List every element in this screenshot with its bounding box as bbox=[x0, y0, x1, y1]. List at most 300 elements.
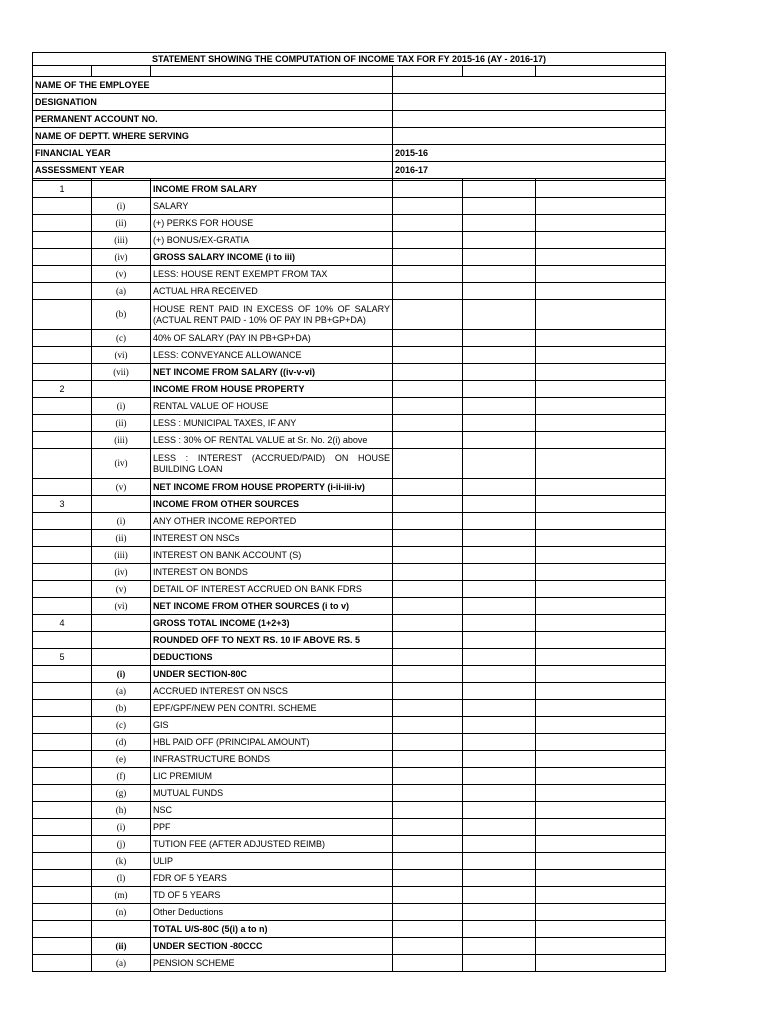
amount-cell bbox=[536, 700, 666, 717]
amount-cell bbox=[393, 819, 463, 836]
table-row bbox=[33, 283, 666, 300]
amount-cell bbox=[463, 364, 536, 381]
item-number bbox=[33, 364, 92, 381]
sub-item-number: (v) bbox=[92, 266, 151, 283]
table-row bbox=[33, 802, 666, 819]
item-description: TD OF 5 YEARS bbox=[151, 887, 393, 904]
amount-cell bbox=[393, 751, 463, 768]
table-row bbox=[33, 432, 666, 449]
amount-cell bbox=[393, 232, 463, 249]
amount-cell bbox=[393, 581, 463, 598]
amount-cell bbox=[463, 249, 536, 266]
amount-cell bbox=[463, 398, 536, 415]
item-description: ANY OTHER INCOME REPORTED bbox=[151, 513, 393, 530]
item-description: (+) BONUS/EX-GRATIA bbox=[151, 232, 393, 249]
item-description: HOUSE RENT PAID IN EXCESS OF 10% OF SALARY (ACTUAL RENT PAID - 10% OF PAY IN PB+GP+DA) bbox=[151, 300, 393, 330]
amount-cell bbox=[393, 249, 463, 266]
amount-cell bbox=[393, 802, 463, 819]
amount-cell bbox=[536, 734, 666, 751]
item-description: ULIP bbox=[151, 853, 393, 870]
item-number bbox=[33, 870, 92, 887]
amount-cell bbox=[463, 330, 536, 347]
amount-cell bbox=[463, 615, 536, 632]
sub-item-number: (a) bbox=[92, 683, 151, 700]
amount-cell bbox=[463, 347, 536, 364]
item-description: INTEREST ON BANK ACCOUNT (S) bbox=[151, 547, 393, 564]
info-row bbox=[33, 77, 666, 94]
amount-cell bbox=[393, 938, 463, 955]
table-row bbox=[33, 300, 666, 330]
info-label: FINANCIAL YEAR bbox=[33, 145, 393, 162]
table-row bbox=[33, 496, 666, 513]
sub-item-number: (b) bbox=[92, 700, 151, 717]
sub-item-number: (i) bbox=[92, 819, 151, 836]
item-number: 3 bbox=[33, 496, 92, 513]
amount-cell bbox=[536, 870, 666, 887]
item-description: TOTAL U/S-80C (5(i) a to n) bbox=[151, 921, 393, 938]
item-description: INCOME FROM OTHER SOURCES bbox=[151, 496, 393, 513]
table-row bbox=[33, 683, 666, 700]
item-description: LESS : MUNICIPAL TAXES, IF ANY bbox=[151, 415, 393, 432]
table-row bbox=[33, 249, 666, 266]
item-description: SALARY bbox=[151, 198, 393, 215]
amount-cell bbox=[536, 198, 666, 215]
table-row bbox=[33, 479, 666, 496]
amount-cell bbox=[393, 853, 463, 870]
amount-cell bbox=[463, 921, 536, 938]
amount-cell bbox=[463, 581, 536, 598]
table-row bbox=[33, 734, 666, 751]
amount-cell bbox=[463, 300, 536, 330]
table-row bbox=[33, 198, 666, 215]
amount-cell bbox=[536, 330, 666, 347]
sub-item-number bbox=[92, 649, 151, 666]
item-description: NSC bbox=[151, 802, 393, 819]
amount-cell bbox=[463, 513, 536, 530]
item-number: 4 bbox=[33, 615, 92, 632]
amount-cell bbox=[463, 632, 536, 649]
item-number bbox=[33, 955, 92, 972]
amount-cell bbox=[463, 700, 536, 717]
table-row bbox=[33, 870, 666, 887]
item-description: MUTUAL FUNDS bbox=[151, 785, 393, 802]
info-row bbox=[33, 145, 666, 162]
amount-cell bbox=[393, 955, 463, 972]
amount-cell bbox=[536, 398, 666, 415]
amount-cell bbox=[393, 513, 463, 530]
info-value bbox=[393, 128, 666, 145]
sub-item-number bbox=[92, 181, 151, 198]
sub-item-number: (iv) bbox=[92, 449, 151, 479]
table-row bbox=[33, 700, 666, 717]
item-description: LESS: HOUSE RENT EXEMPT FROM TAX bbox=[151, 266, 393, 283]
info-value: 2016-17 bbox=[393, 162, 666, 179]
sub-item-number: (vii) bbox=[92, 364, 151, 381]
amount-cell bbox=[536, 215, 666, 232]
table-row bbox=[33, 921, 666, 938]
amount-cell bbox=[536, 449, 666, 479]
amount-cell bbox=[463, 215, 536, 232]
item-number bbox=[33, 683, 92, 700]
amount-cell bbox=[536, 266, 666, 283]
income-tax-computation-table bbox=[32, 52, 666, 972]
table-row bbox=[33, 449, 666, 479]
table-row bbox=[33, 785, 666, 802]
sub-item-number: (b) bbox=[92, 300, 151, 330]
item-number bbox=[33, 547, 92, 564]
sub-item-number bbox=[92, 496, 151, 513]
item-description: LESS : 30% OF RENTAL VALUE at Sr. No. 2(i) above bbox=[151, 432, 393, 449]
amount-cell bbox=[393, 734, 463, 751]
amount-cell bbox=[393, 198, 463, 215]
amount-cell bbox=[463, 836, 536, 853]
sub-item-number bbox=[92, 381, 151, 398]
table-row bbox=[33, 649, 666, 666]
item-number bbox=[33, 283, 92, 300]
amount-cell bbox=[393, 666, 463, 683]
amount-cell bbox=[463, 381, 536, 398]
sub-item-number: (c) bbox=[92, 717, 151, 734]
amount-cell bbox=[536, 632, 666, 649]
sub-item-number: (a) bbox=[92, 283, 151, 300]
amount-cell bbox=[463, 198, 536, 215]
amount-cell bbox=[463, 564, 536, 581]
sub-item-number: (iv) bbox=[92, 564, 151, 581]
amount-cell bbox=[393, 330, 463, 347]
amount-cell bbox=[393, 564, 463, 581]
item-number bbox=[33, 530, 92, 547]
sub-item-number: (i) bbox=[92, 666, 151, 683]
amount-cell bbox=[536, 853, 666, 870]
item-description: INTEREST ON BONDS bbox=[151, 564, 393, 581]
item-number bbox=[33, 819, 92, 836]
amount-cell bbox=[536, 955, 666, 972]
amount-cell bbox=[463, 547, 536, 564]
amount-cell bbox=[536, 785, 666, 802]
amount-cell bbox=[393, 432, 463, 449]
amount-cell bbox=[463, 938, 536, 955]
amount-cell bbox=[536, 802, 666, 819]
amount-cell bbox=[463, 717, 536, 734]
amount-cell bbox=[393, 496, 463, 513]
amount-cell bbox=[536, 415, 666, 432]
amount-cell bbox=[536, 564, 666, 581]
sub-item-number: (m) bbox=[92, 887, 151, 904]
amount-cell bbox=[536, 300, 666, 330]
sub-item-number: (ii) bbox=[92, 530, 151, 547]
info-row bbox=[33, 128, 666, 145]
amount-cell bbox=[393, 300, 463, 330]
sub-item-number: (iii) bbox=[92, 432, 151, 449]
sub-item-number: (ii) bbox=[92, 938, 151, 955]
amount-cell bbox=[536, 181, 666, 198]
amount-cell bbox=[536, 479, 666, 496]
amount-cell bbox=[393, 836, 463, 853]
item-description: LIC PREMIUM bbox=[151, 768, 393, 785]
table-row bbox=[33, 513, 666, 530]
amount-cell bbox=[463, 479, 536, 496]
table-row bbox=[33, 887, 666, 904]
item-number bbox=[33, 598, 92, 615]
amount-cell bbox=[463, 432, 536, 449]
item-number bbox=[33, 432, 92, 449]
sub-item-number bbox=[92, 615, 151, 632]
amount-cell bbox=[536, 432, 666, 449]
amount-cell bbox=[463, 785, 536, 802]
sub-item-number bbox=[92, 632, 151, 649]
item-description: ROUNDED OFF TO NEXT RS. 10 IF ABOVE RS. 5 bbox=[151, 632, 393, 649]
table-row bbox=[33, 615, 666, 632]
amount-cell bbox=[393, 415, 463, 432]
item-number: 1 bbox=[33, 181, 92, 198]
item-number bbox=[33, 717, 92, 734]
amount-cell bbox=[536, 347, 666, 364]
amount-cell bbox=[463, 283, 536, 300]
table-row bbox=[33, 938, 666, 955]
amount-cell bbox=[463, 449, 536, 479]
sub-item-number: (g) bbox=[92, 785, 151, 802]
sub-item-number: (i) bbox=[92, 513, 151, 530]
table-row bbox=[33, 347, 666, 364]
table-row bbox=[33, 232, 666, 249]
sub-item-number: (iii) bbox=[92, 232, 151, 249]
sub-item-number: (l) bbox=[92, 870, 151, 887]
item-number bbox=[33, 802, 92, 819]
item-number bbox=[33, 666, 92, 683]
sub-item-number: (i) bbox=[92, 398, 151, 415]
info-row bbox=[33, 162, 666, 179]
amount-cell bbox=[536, 921, 666, 938]
amount-cell bbox=[463, 955, 536, 972]
amount-cell bbox=[536, 249, 666, 266]
info-value: 2015-16 bbox=[393, 145, 666, 162]
sub-item-number: (e) bbox=[92, 751, 151, 768]
item-number bbox=[33, 300, 92, 330]
sub-item-number: (j) bbox=[92, 836, 151, 853]
table-row bbox=[33, 398, 666, 415]
item-number bbox=[33, 479, 92, 496]
amount-cell bbox=[536, 751, 666, 768]
item-number bbox=[33, 266, 92, 283]
amount-cell bbox=[393, 266, 463, 283]
amount-cell bbox=[393, 921, 463, 938]
item-description: INCOME FROM SALARY bbox=[151, 181, 393, 198]
item-description: UNDER SECTION -80CCC bbox=[151, 938, 393, 955]
item-number bbox=[33, 449, 92, 479]
item-number bbox=[33, 921, 92, 938]
amount-cell bbox=[536, 717, 666, 734]
amount-cell bbox=[393, 398, 463, 415]
table-row bbox=[33, 266, 666, 283]
amount-cell bbox=[463, 598, 536, 615]
amount-cell bbox=[463, 734, 536, 751]
amount-cell bbox=[536, 819, 666, 836]
info-value bbox=[393, 77, 666, 94]
amount-cell bbox=[536, 364, 666, 381]
item-number bbox=[33, 768, 92, 785]
amount-cell bbox=[536, 598, 666, 615]
amount-cell bbox=[393, 887, 463, 904]
item-number bbox=[33, 198, 92, 215]
amount-cell bbox=[536, 836, 666, 853]
item-number bbox=[33, 853, 92, 870]
item-description: LESS: CONVEYANCE ALLOWANCE bbox=[151, 347, 393, 364]
amount-cell bbox=[463, 853, 536, 870]
amount-cell bbox=[393, 283, 463, 300]
table-row bbox=[33, 751, 666, 768]
item-number bbox=[33, 836, 92, 853]
item-number bbox=[33, 249, 92, 266]
sub-item-number: (vi) bbox=[92, 598, 151, 615]
amount-cell bbox=[393, 479, 463, 496]
amount-cell bbox=[536, 530, 666, 547]
amount-cell bbox=[463, 666, 536, 683]
item-description: GROSS TOTAL INCOME (1+2+3) bbox=[151, 615, 393, 632]
sub-item-number: (k) bbox=[92, 853, 151, 870]
amount-cell bbox=[463, 266, 536, 283]
amount-cell bbox=[536, 904, 666, 921]
title-row bbox=[33, 53, 666, 66]
amount-cell bbox=[536, 887, 666, 904]
item-description: PPF bbox=[151, 819, 393, 836]
amount-cell bbox=[463, 751, 536, 768]
amount-cell bbox=[536, 938, 666, 955]
item-number bbox=[33, 581, 92, 598]
item-description: LESS : INTEREST (ACCRUED/PAID) ON HOUSE BUILDING LOAN bbox=[151, 449, 393, 479]
table-row bbox=[33, 581, 666, 598]
amount-cell bbox=[393, 547, 463, 564]
item-number bbox=[33, 632, 92, 649]
item-number: 2 bbox=[33, 381, 92, 398]
item-description: TUTION FEE (AFTER ADJUSTED REIMB) bbox=[151, 836, 393, 853]
amount-cell bbox=[393, 632, 463, 649]
sub-item-number: (v) bbox=[92, 479, 151, 496]
amount-cell bbox=[536, 232, 666, 249]
info-value bbox=[393, 111, 666, 128]
amount-cell bbox=[393, 449, 463, 479]
amount-cell bbox=[536, 513, 666, 530]
info-label: PERMANENT ACCOUNT NO. bbox=[33, 111, 393, 128]
item-number bbox=[33, 734, 92, 751]
item-description: GIS bbox=[151, 717, 393, 734]
sub-item-number bbox=[92, 921, 151, 938]
item-description: GROSS SALARY INCOME (i to iii) bbox=[151, 249, 393, 266]
item-description: ACTUAL HRA RECEIVED bbox=[151, 283, 393, 300]
item-number bbox=[33, 700, 92, 717]
amount-cell bbox=[463, 802, 536, 819]
amount-cell bbox=[463, 181, 536, 198]
amount-cell bbox=[536, 381, 666, 398]
item-number bbox=[33, 751, 92, 768]
table-row bbox=[33, 666, 666, 683]
table-row bbox=[33, 415, 666, 432]
item-number bbox=[33, 398, 92, 415]
sub-item-number: (h) bbox=[92, 802, 151, 819]
item-description: Other Deductions bbox=[151, 904, 393, 921]
sub-item-number: (c) bbox=[92, 330, 151, 347]
item-number bbox=[33, 887, 92, 904]
amount-cell bbox=[463, 530, 536, 547]
amount-cell bbox=[463, 904, 536, 921]
sub-item-number: (iv) bbox=[92, 249, 151, 266]
sub-item-number: (i) bbox=[92, 198, 151, 215]
amount-cell bbox=[536, 649, 666, 666]
item-description: ACCRUED INTEREST ON NSCS bbox=[151, 683, 393, 700]
amount-cell bbox=[463, 870, 536, 887]
amount-cell bbox=[393, 530, 463, 547]
amount-cell bbox=[393, 215, 463, 232]
item-description: INCOME FROM HOUSE PROPERTY bbox=[151, 381, 393, 398]
item-number bbox=[33, 564, 92, 581]
item-description: 40% OF SALARY (PAY IN PB+GP+DA) bbox=[151, 330, 393, 347]
item-number bbox=[33, 232, 92, 249]
item-description: NET INCOME FROM OTHER SOURCES (i to v) bbox=[151, 598, 393, 615]
table-row bbox=[33, 564, 666, 581]
sub-item-number: (ii) bbox=[92, 215, 151, 232]
amount-cell bbox=[393, 381, 463, 398]
item-number: 5 bbox=[33, 649, 92, 666]
amount-cell bbox=[536, 547, 666, 564]
table-row bbox=[33, 364, 666, 381]
table-row bbox=[33, 836, 666, 853]
item-description: NET INCOME FROM SALARY ((iv-v-vi) bbox=[151, 364, 393, 381]
amount-cell bbox=[536, 581, 666, 598]
item-number bbox=[33, 330, 92, 347]
amount-cell bbox=[463, 683, 536, 700]
item-description: EPF/GPF/NEW PEN CONTRI. SCHEME bbox=[151, 700, 393, 717]
amount-cell bbox=[393, 785, 463, 802]
table-row bbox=[33, 381, 666, 398]
table-row bbox=[33, 215, 666, 232]
info-label: NAME OF DEPTT. WHERE SERVING bbox=[33, 128, 393, 145]
sub-item-number: (iii) bbox=[92, 547, 151, 564]
statement-title: STATEMENT SHOWING THE COMPUTATION OF INCOME TAX FOR FY 2015-16 (AY - 2016-17) bbox=[33, 53, 666, 66]
table-row bbox=[33, 547, 666, 564]
item-description: INFRASTRUCTURE BONDS bbox=[151, 751, 393, 768]
item-description: DEDUCTIONS bbox=[151, 649, 393, 666]
blank-row bbox=[33, 66, 666, 77]
sub-item-number: (ii) bbox=[92, 415, 151, 432]
info-label: NAME OF THE EMPLOYEE bbox=[33, 77, 393, 94]
sub-item-number: (v) bbox=[92, 581, 151, 598]
amount-cell bbox=[393, 347, 463, 364]
item-description: UNDER SECTION-80C bbox=[151, 666, 393, 683]
item-description: INTEREST ON NSCs bbox=[151, 530, 393, 547]
amount-cell bbox=[393, 615, 463, 632]
info-row bbox=[33, 94, 666, 111]
amount-cell bbox=[463, 232, 536, 249]
item-description: NET INCOME FROM HOUSE PROPERTY (i-ii-iii-iv) bbox=[151, 479, 393, 496]
sub-item-number: (d) bbox=[92, 734, 151, 751]
amount-cell bbox=[393, 364, 463, 381]
amount-cell bbox=[463, 887, 536, 904]
info-row bbox=[33, 111, 666, 128]
amount-cell bbox=[393, 870, 463, 887]
amount-cell bbox=[393, 598, 463, 615]
amount-cell bbox=[536, 768, 666, 785]
amount-cell bbox=[536, 615, 666, 632]
amount-cell bbox=[393, 181, 463, 198]
table-row bbox=[33, 819, 666, 836]
amount-cell bbox=[463, 415, 536, 432]
amount-cell bbox=[463, 496, 536, 513]
amount-cell bbox=[463, 649, 536, 666]
amount-cell bbox=[536, 283, 666, 300]
sub-item-number: (f) bbox=[92, 768, 151, 785]
table-row bbox=[33, 904, 666, 921]
amount-cell bbox=[393, 768, 463, 785]
table-row bbox=[33, 768, 666, 785]
